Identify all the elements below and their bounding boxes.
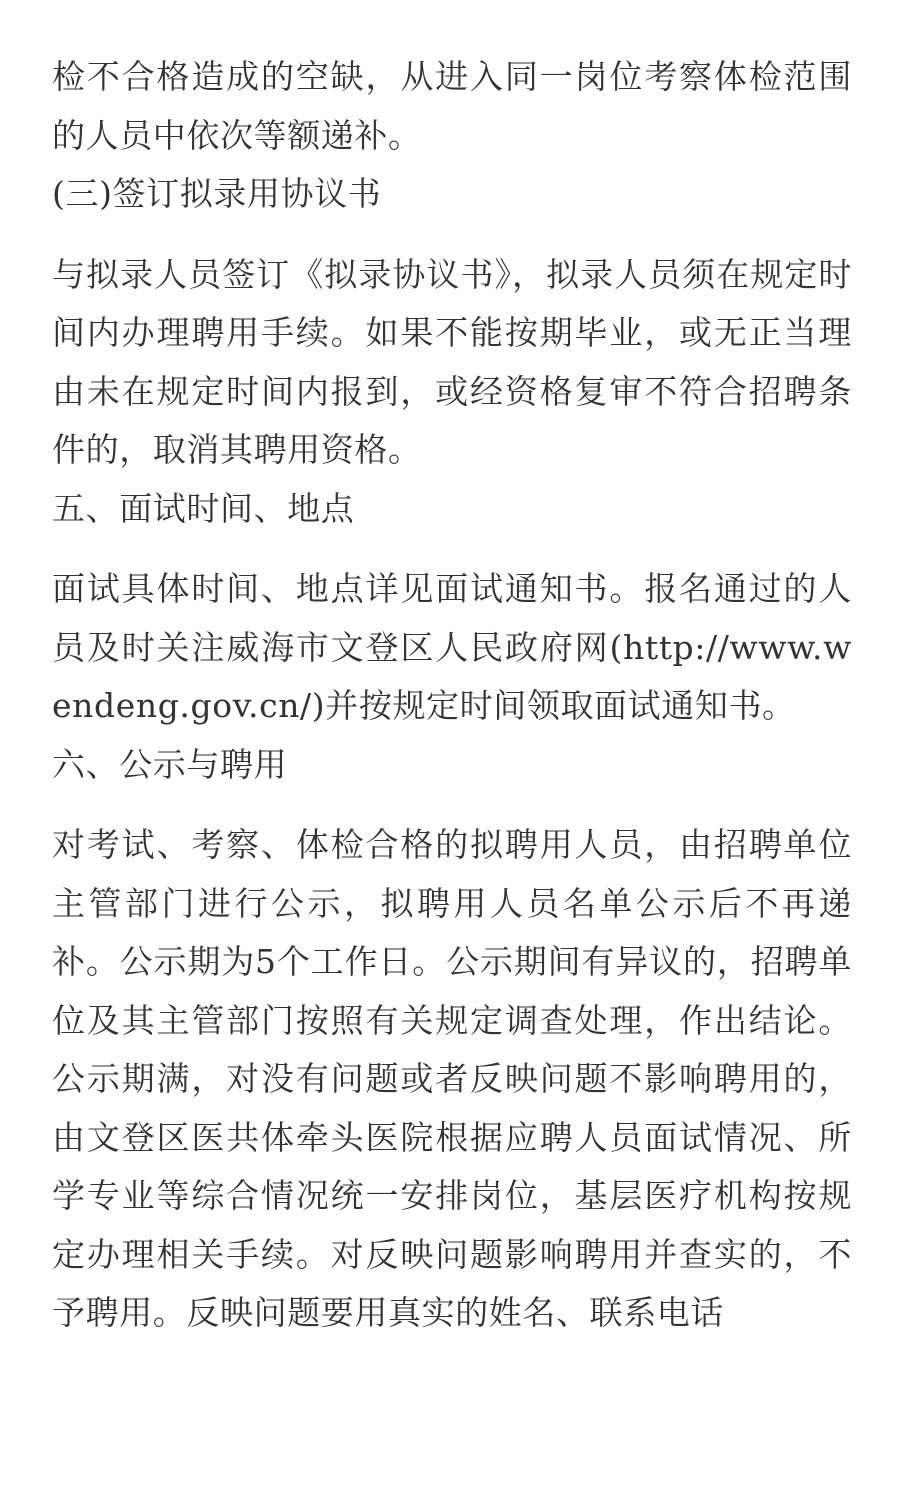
paragraph-sign-agreement: 与拟录人员签订《拟录协议书》，拟录人员须在规定时间内办理聘用手续。如果不能按期毕业，或无正当理由未在规定时间内报到，或经资格复审不符合招聘条件的，取消其聘用资格。 (52, 254, 852, 469)
section-heading-publicity-employment: 六、公示与聘用 (52, 744, 288, 784)
paragraph-interview-details: 面试具体时间、地点详见面试通知书。报名通过的人员及时关注威海市文登区人民政府网(http://www.wendeng.gov.cn/)并按规定时间领取面试通知书。 (52, 569, 852, 725)
paragraph-vacancy-filling: 检不合格造成的空缺，从进入同一岗位考察体检范围的人员中依次等额递补。 (52, 57, 852, 155)
section-heading-sign-agreement: (三)签订拟录用协议书 (52, 174, 382, 213)
section-heading-interview-time-location: 五、面试时间、地点 (52, 488, 355, 528)
paragraph-publicity-employment: 对考试、考察、体检合格的拟聘用人员，由招聘单位主管部门进行公示，拟聘用人员名单公示后不再递补。公示期为5个工作日。公示期间有异议的，招聘单位及其主管部门按照有关规定调查处理，作出结论。公示期满，对没有问题或者反映问题不影响聘用的，由文登区医共体牵头医院根据应聘人员面试情况、所学专业等综合情况统一安排岗位，基层医疗机构按规定办理相关手续。对反映问题影响聘用并查实的，不予聘用。反映问题要用真实的姓名、联系电话 (52, 825, 852, 1332)
